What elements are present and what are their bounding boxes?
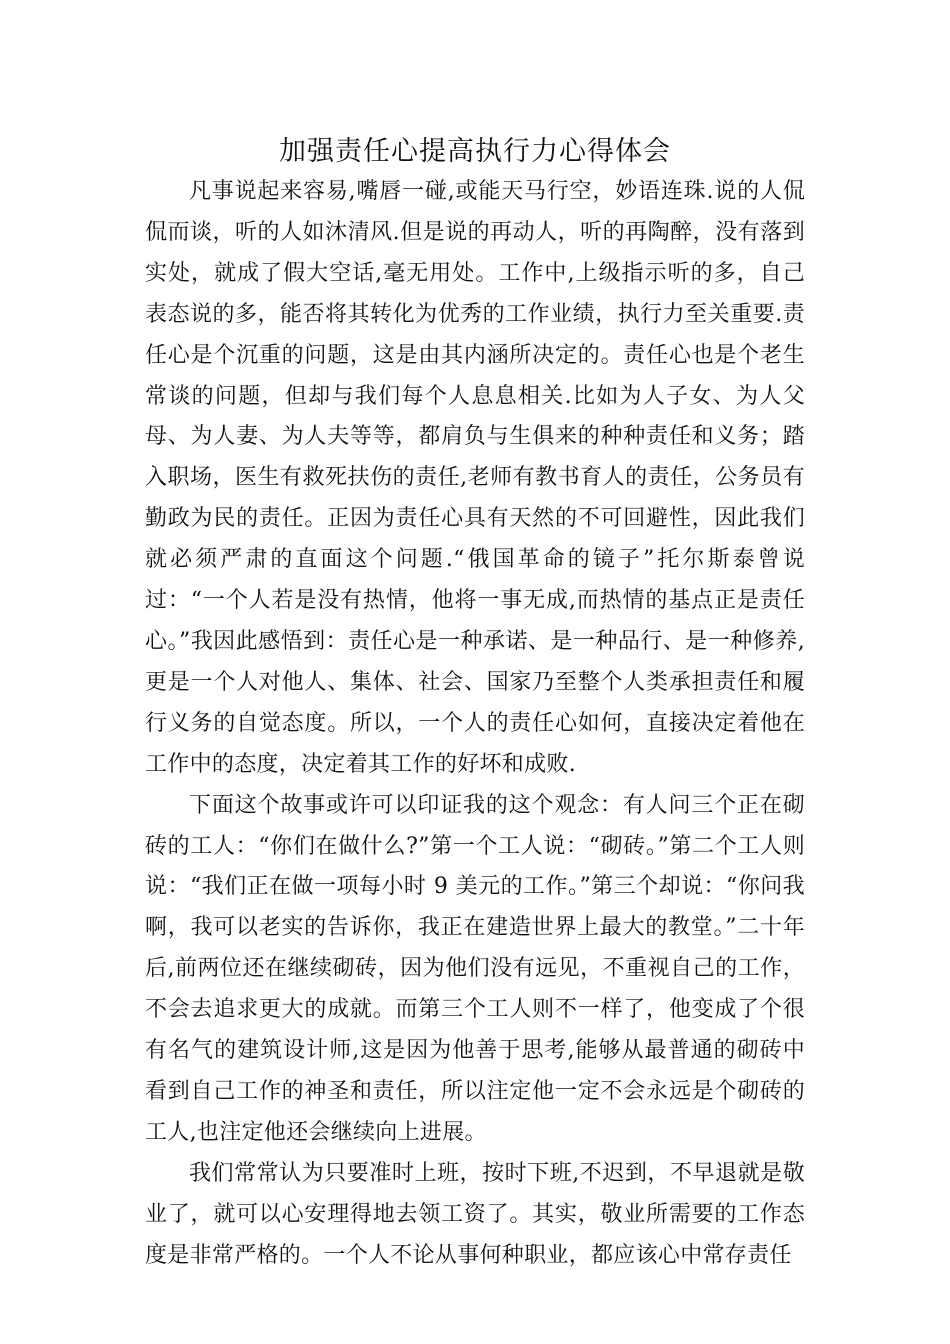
paragraph-3: 我们常常认为只要准时上班，按时下班,不迟到，不早退就是敬业了，就可以心安理得地去领工资了。其实，敬业所需要的工作态度是非常严格的。一个人不论从事何种职业，都应该心中常存责任 — [145, 1160, 805, 1268]
paragraph-1: 凡事说起来容易,嘴唇一碰,或能天马行空，妙语连珠.说的人侃侃而谈，听的人如沐清风.但是说的再动人，听的再陶醉，没有落到实处，就成了假大空话,毫无用处。工作中,上级指示听的多，自己表态说的多，能否将其转化为优秀的工作业绩，执行力至关重要.责任心是个沉重的问题，这是由其内涵所决定的。责任心也是个老生常谈的问题，但却与我们每个人息息相关.比如为人子女、为人父母、为人妻、为人夫等等，都肩负与生俱来的种种责任和义务；踏入职场，医生有救死扶伤的责任,老师有教书育人的责任，公务员有勤政为民的责任。正因为责任心具有天然的不可回避性，因此我们就必须严肃的直面这个问题.“俄国革命的镜子”托尔斯泰曾说过：“一个人若是没有热情，他将一事无成,而热情的基点正是责任心。”我因此感悟到：责任心是一种承诺、是一种品行、是一种修养,更是一个人对他人、集体、社会、国家乃至整个人类承担责任和履行义务的自觉态度。所以，一个人的责任心如何，直接决定着他在工作中的态度，决定着其工作的好坏和成败. — [145, 179, 805, 777]
paragraph-2: 下面这个故事或许可以印证我的这个观念：有人问三个正在砌砖的工人：“你们在做什么?”第一个工人说：“砌砖。”第二个工人则说：“我们正在做一项每小时 9 美元的工作。”第三个却说：“你问我啊，我可以老实的告诉你，我正在建造世界上最大的教堂。”二十年后,前两位还在继续砌砖，因为他们没有远见，不重视自己的工作，不会去追求更大的成就。而第三个工人则不一样了，他变成了个很有名气的建筑设计师,这是因为他善于思考,能够从最普通的砌砖中看到自己工作的神圣和责任，所以注定他一定不会永远是个砌砖的工人,也注定他还会继续向上进展。 — [145, 792, 805, 1145]
document-body — [145, 172, 805, 1276]
document-title: 加强责任心提高执行力心得体会 — [279, 136, 671, 167]
